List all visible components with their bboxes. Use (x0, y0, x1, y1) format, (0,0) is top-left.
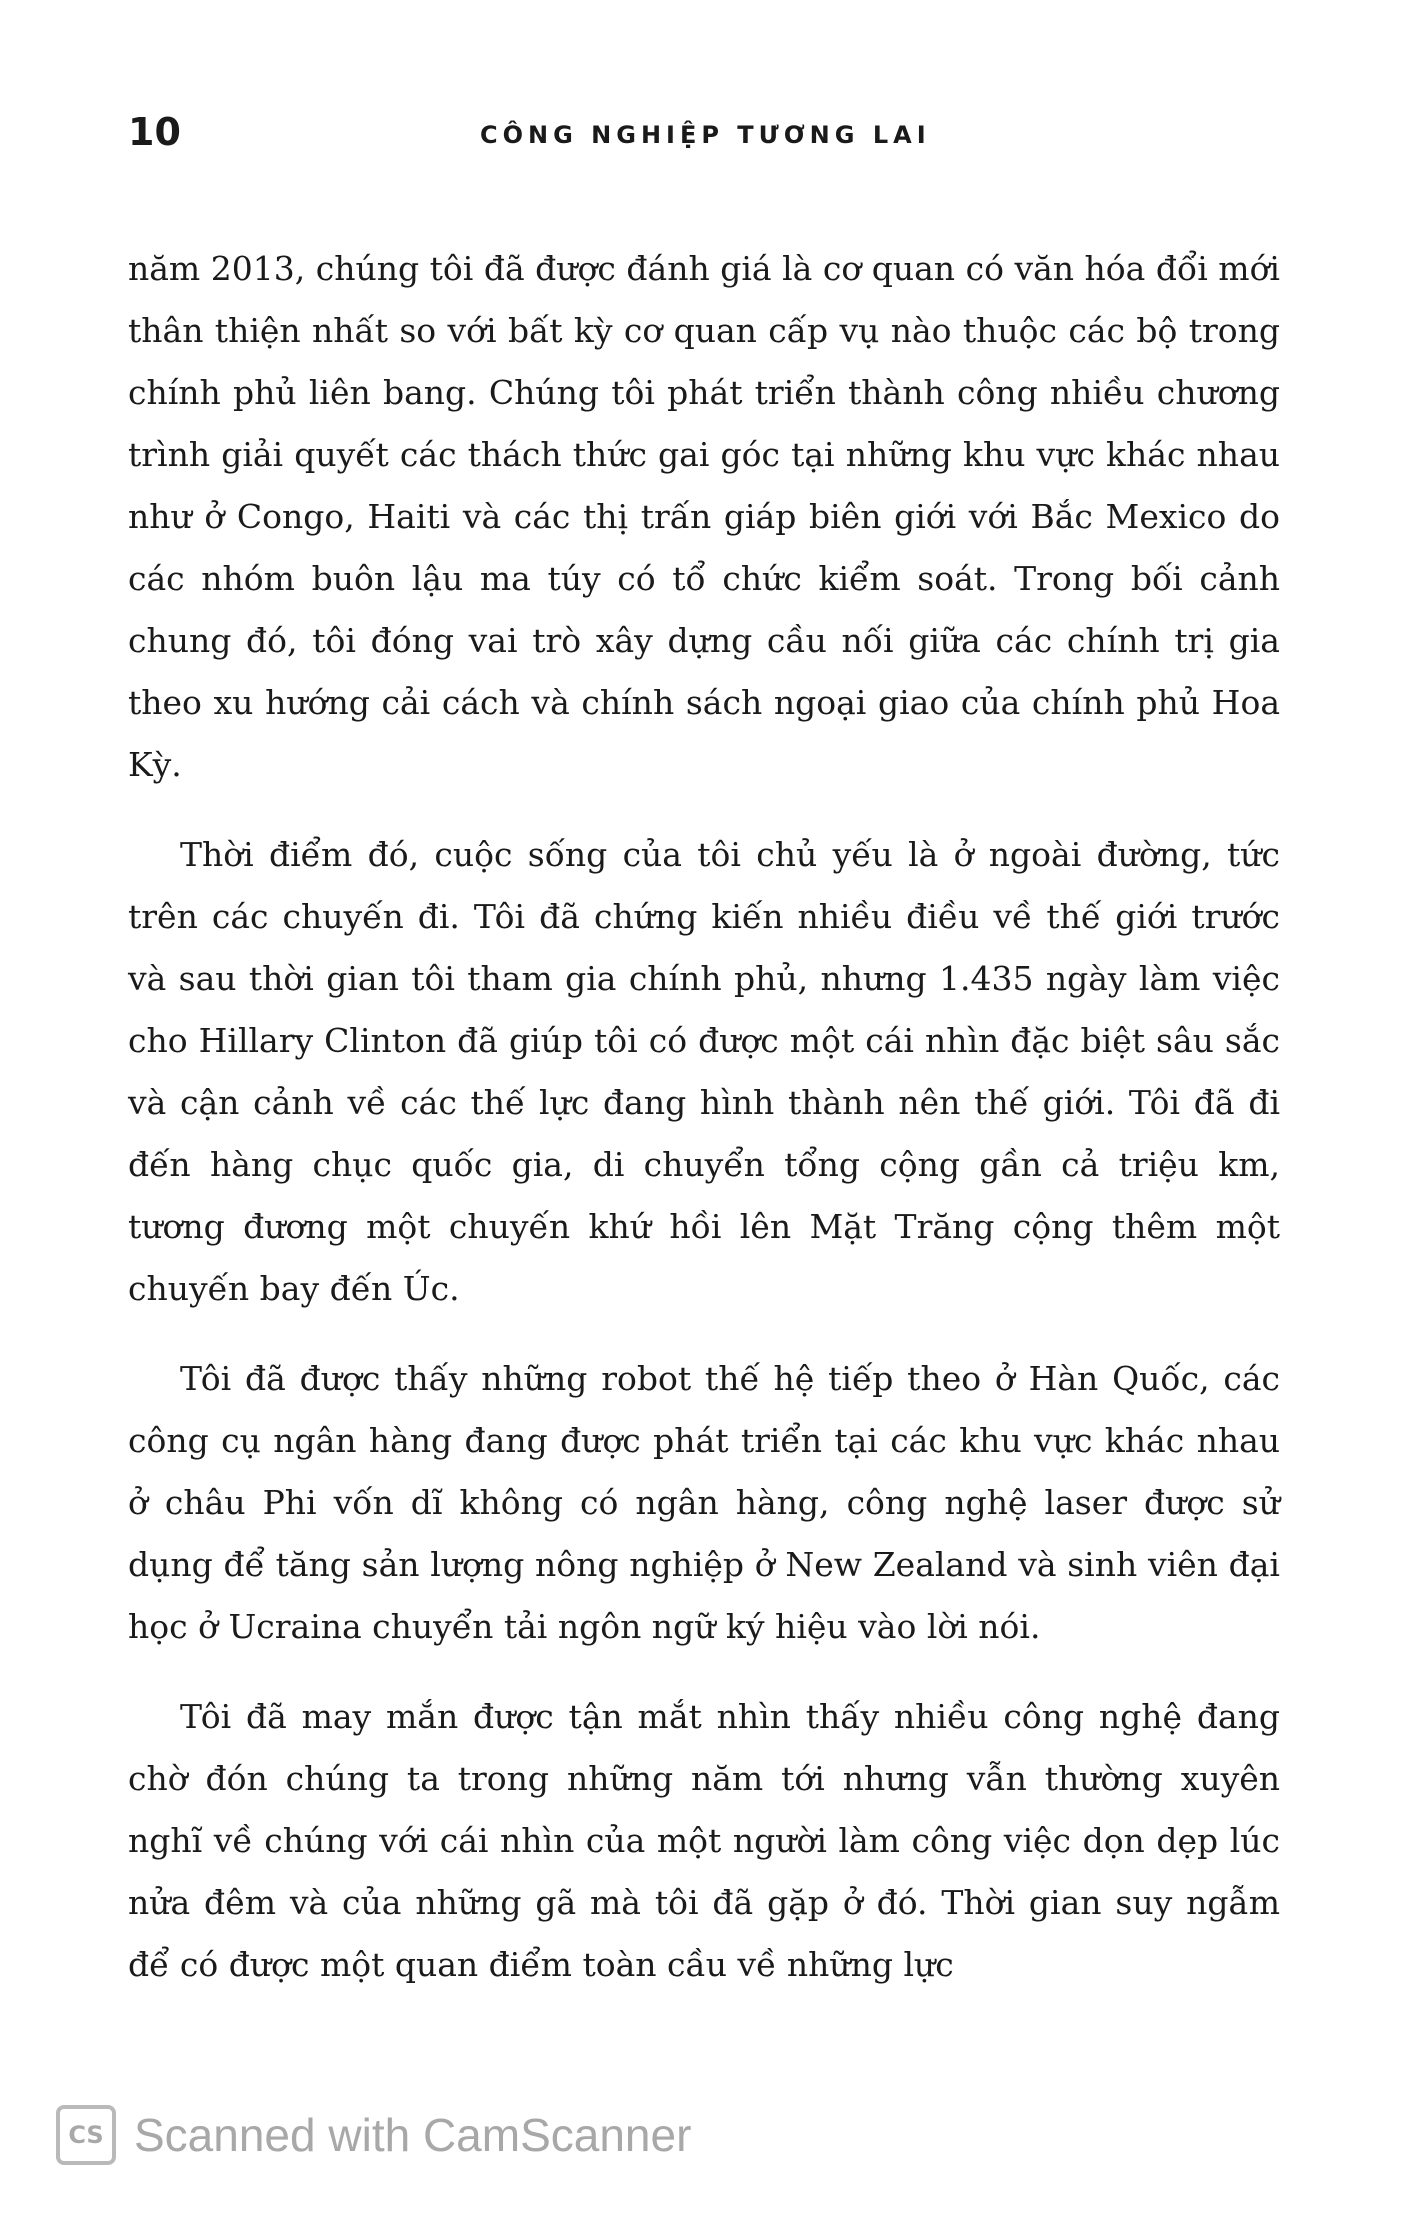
paragraph-1: năm 2013, chúng tôi đã được đánh giá là cơ quan có văn hóa đổi mới thân thiện nhất so với bất kỳ cơ quan cấp vụ nào thuộc các bộ trong chính phủ liên bang. Chúng tôi phát triển thành công nhiều chương trình giải quyết các thách thức gai góc tại những khu vực khác nhau như ở Congo, Haiti và các thị trấn giáp biên giới với Bắc Mexico do các nhóm buôn lậu ma túy có tổ chức kiểm soát. Trong bối cảnh chung đó, tôi đóng vai trò xây dựng cầu nối giữa các chính trị gia theo xu hướng cải cách và chính sách ngoại giao của chính phủ Hoa Kỳ. (128, 249, 1280, 784)
paragraph-2: Thời điểm đó, cuộc sống của tôi chủ yếu là ở ngoài đường, tức trên các chuyến đi. Tôi đã chứng kiến nhiều điều về thế giới trước và sau thời gian tôi tham gia chính phủ, nhưng 1.435 ngày làm việc cho Hillary Clinton đã giúp tôi có được một cái nhìn đặc biệt sâu sắc và cận cảnh về các thế lực đang hình thành nên thế giới. Tôi đã đi đến hàng chục quốc gia, di chuyển tổng cộng gần cả triệu km, tương đương một chuyến khứ hồi lên Mặt Trăng cộng thêm một chuyến bay đến Úc. (128, 835, 1280, 1308)
body-text (128, 238, 1280, 2024)
watermark-text: Scanned with CamScanner (134, 2109, 692, 2161)
camscanner-logo-icon: CS (56, 2105, 116, 2165)
page-number: 10 (128, 110, 181, 154)
paragraph-3: Tôi đã được thấy những robot thế hệ tiếp theo ở Hàn Quốc, các công cụ ngân hàng đang được phát triển tại các khu vực khác nhau ở châu Phi vốn dĩ không có ngân hàng, công nghệ laser được sử dụng để tăng sản lượng nông nghiệp ở New Zealand và sinh viên đại học ở Ucraina chuyển tải ngôn ngữ ký hiệu vào lời nói. (128, 1359, 1280, 1646)
paragraph-4: Tôi đã may mắn được tận mắt nhìn thấy nhiều công nghệ đang chờ đón chúng ta trong những năm tới nhưng vẫn thường xuyên nghĩ về chúng với cái nhìn của một người làm công việc dọn dẹp lúc nửa đêm và của những gã mà tôi đã gặp ở đó. Thời gian suy ngẫm để có được một quan điểm toàn cầu về những lực (128, 1697, 1280, 1984)
running-head: CÔNG NGHIỆP TƯƠNG LAI (480, 121, 931, 149)
scanner-watermark (56, 2100, 691, 2170)
